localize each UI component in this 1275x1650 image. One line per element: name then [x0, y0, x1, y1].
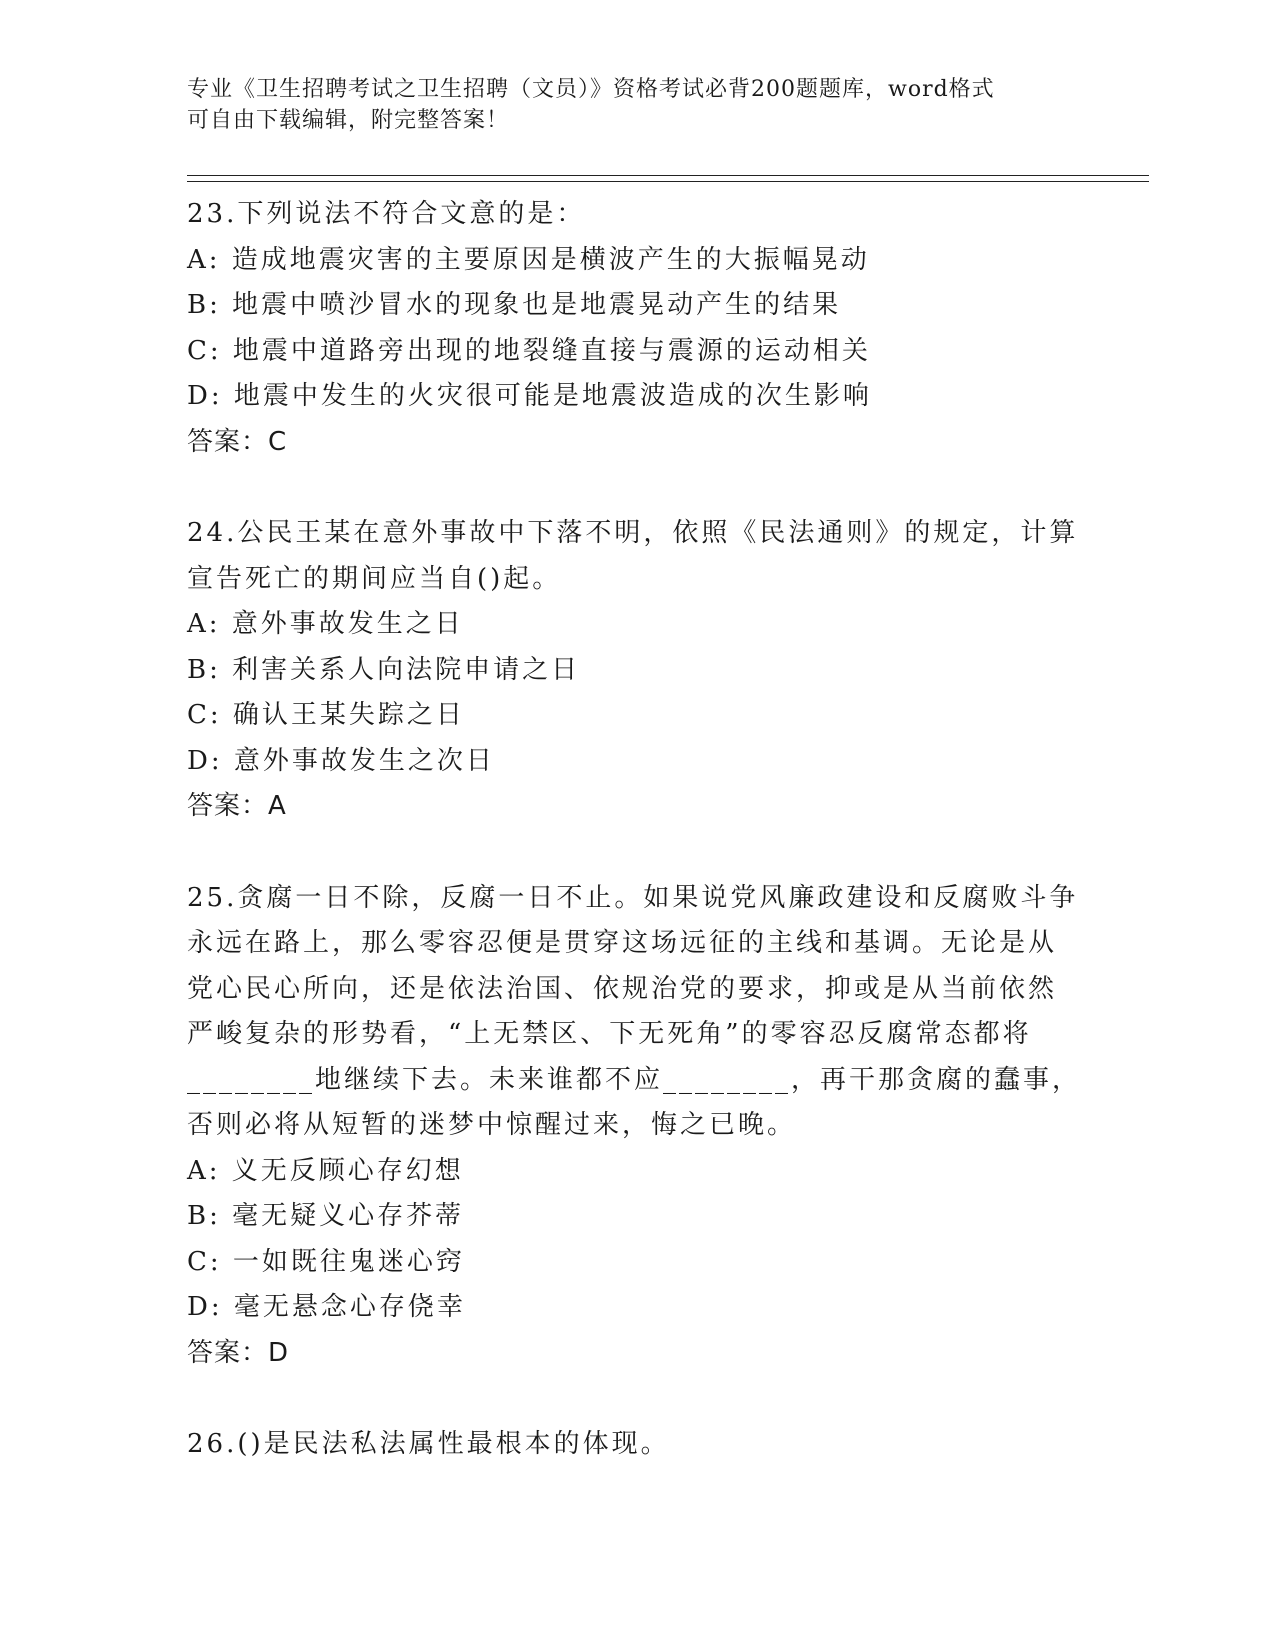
question-stem: 24.公民王某在意外事故中下落不明，依照《民法通则》的规定，计算	[187, 518, 1079, 548]
option-d: D: 地震中发生的火灾很可能是地震波造成的次生影响	[187, 381, 872, 411]
option-a: A: 义无反顾心存幻想	[187, 1155, 464, 1186]
question-stem: ________地继续下去。未来谁都不应________，再干那贪腐的蠢事，	[187, 1064, 1082, 1095]
option-d: D: 毫无悬念心存侥幸	[187, 1292, 466, 1322]
document-header	[187, 74, 1067, 136]
option-c: C: 一如既往鬼迷心窍	[187, 1246, 465, 1277]
answer: 答案：C	[187, 426, 288, 457]
option-c: C: 确认王某失踪之日	[187, 700, 465, 730]
question-stem: 党心民心所向，还是依法治国、依规治党的要求，抑或是从当前依然	[187, 973, 1058, 1004]
question-stem: 26.()是民法私法属性最根本的体现。	[187, 1429, 670, 1459]
header-line-2: 可自由下载编辑，附完整答案！	[187, 108, 510, 133]
option-a: A: 造成地震灾害的主要原因是横波产生的大振幅晃动	[187, 244, 870, 275]
option-c: C: 地震中道路旁出现的地裂缝直接与震源的运动相关	[187, 335, 871, 366]
question-stem: 永远在路上，那么零容忍便是贯穿这场远征的主线和基调。无论是从	[187, 928, 1058, 958]
question-23	[187, 192, 1087, 465]
question-stem: 严峻复杂的形势看，“上无禁区、下无死角”的零容忍反腐常态都将	[187, 1019, 1032, 1049]
option-b: B: 毫无疑义心存芥蒂	[187, 1201, 465, 1231]
question-25	[187, 876, 1087, 1377]
option-b: B: 利害关系人向法院申请之日	[187, 654, 581, 685]
header-divider-top	[187, 175, 1149, 176]
question-stem: 23.下列说法不符合文意的是：	[187, 199, 586, 229]
option-b: B: 地震中喷沙冒水的现象也是地震晃动产生的结果	[187, 290, 842, 320]
question-26	[187, 1422, 1087, 1468]
question-stem: 宣告死亡的期间应当自()起。	[187, 563, 562, 594]
question-24	[187, 511, 1087, 830]
option-d: D: 意外事故发生之次日	[187, 745, 495, 776]
question-stem: 否则必将从短暂的迷梦中惊醒过来，悔之已晚。	[187, 1110, 797, 1140]
header-line-1: 专业《卫生招聘考试之卫生招聘（文员）》资格考试必背200题题库，word格式	[187, 77, 995, 102]
answer: 答案：A	[187, 791, 287, 821]
option-a: A: 意外事故发生之日	[187, 609, 464, 639]
answer: 答案：D	[187, 1337, 290, 1368]
question-list	[187, 192, 1087, 1514]
question-stem: 25.贪腐一日不除，反腐一日不止。如果说党风廉政建设和反腐败斗争	[187, 882, 1079, 913]
header-divider-bottom	[187, 181, 1149, 182]
